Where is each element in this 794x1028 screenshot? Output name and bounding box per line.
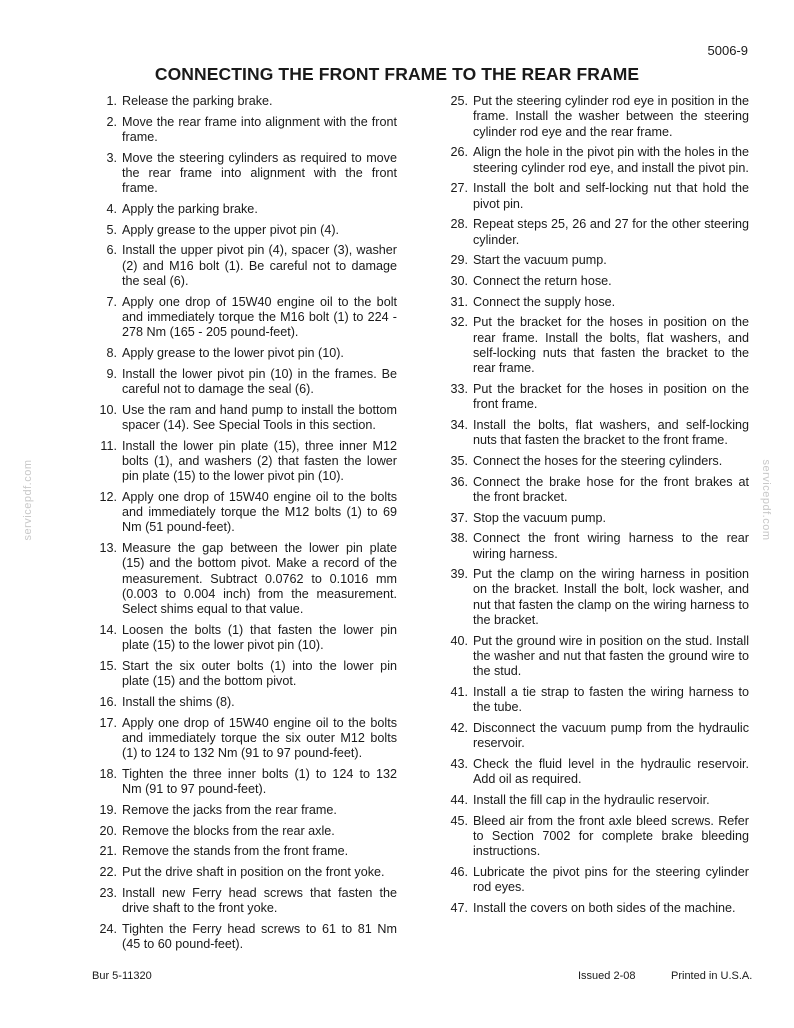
procedure-step — [443, 217, 749, 248]
step-number: 43. — [450, 757, 468, 772]
step-text: Repeat steps 25, 26 and 27 for the other steering cylinder. — [473, 217, 749, 247]
step-text: Put the clamp on the wiring harness in position on the bracket. Install the bolt, lock washer, and nut that fasten the clamp on the wiring harness to the bracket. — [473, 567, 749, 628]
step-text: Apply grease to the lower pivot pin (10). — [122, 345, 344, 360]
step-number: 41. — [450, 685, 468, 700]
step-text: Release the parking brake. — [122, 94, 273, 108]
procedure-step — [92, 844, 397, 859]
step-number: 9. — [106, 366, 117, 381]
procedure-step — [92, 115, 397, 146]
step-text: Disconnect the vacuum pump from the hydraulic reservoir. — [473, 721, 749, 751]
procedure-step — [443, 531, 749, 562]
step-text: Connect the supply hose. — [473, 294, 616, 309]
procedure-step — [92, 922, 397, 953]
procedure-step — [443, 274, 749, 289]
step-number: 44. — [450, 793, 468, 807]
step-number: 20. — [99, 823, 117, 838]
step-text: Tighten the three inner bolts (1) to 124 to 132 Nm (91 to 97 pound-feet). — [122, 766, 397, 797]
step-number: 12. — [99, 489, 117, 504]
step-text: Install the lower pivot pin (10) in the frames. Be careful not to damage the seal (6). — [122, 366, 397, 396]
step-number: 22. — [99, 864, 117, 879]
procedure-step — [92, 367, 397, 398]
procedure-step — [443, 865, 749, 896]
step-text: Lubricate the pivot pins for the steering cylinder rod eyes. — [473, 864, 749, 895]
step-text: Remove the blocks from the rear axle. — [122, 823, 335, 838]
procedure-step — [92, 223, 397, 238]
procedure-step — [443, 382, 749, 413]
procedure-step — [92, 824, 397, 839]
step-text: Stop the vacuum pump. — [473, 510, 607, 525]
procedure-step — [443, 757, 749, 788]
procedure-step — [92, 439, 397, 485]
step-number: 42. — [450, 721, 468, 736]
step-number: 25. — [450, 94, 468, 108]
footer-printed-location: Printed in U.S.A. — [671, 970, 753, 982]
step-number: 13. — [99, 541, 117, 556]
step-text: Apply one drop of 15W40 engine oil to the bolts and immediately torque the M12 bolts (1) to 69 Nm (51 pound-feet). — [122, 489, 397, 535]
procedure-step — [443, 634, 749, 680]
procedure-step — [92, 541, 397, 617]
step-text: Bleed air from the front axle bleed screws. Refer to Section 7002 for complete brake bleeding instructions. — [473, 813, 749, 859]
step-text: Put the bracket for the hoses in position on the rear frame. Install the bolts, flat washers, and self-locking nuts that fasten the bracket to the rear frame. — [473, 315, 749, 376]
step-text: Install the bolts, flat washers, and self-locking nuts that fasten the bracket to the front frame. — [473, 417, 749, 448]
watermark-left: servicepdf.com — [22, 459, 34, 541]
page-number: 5006-9 — [707, 43, 748, 58]
step-number: 5. — [106, 222, 117, 237]
procedure-step — [443, 315, 749, 376]
step-number: 2. — [106, 114, 117, 129]
procedure-step — [443, 475, 749, 506]
step-number: 3. — [106, 150, 117, 165]
step-text: Put the ground wire in position on the stud. Install the washer and nut that fasten the ground wire to the stud. — [473, 633, 749, 679]
step-number: 37. — [450, 510, 468, 525]
step-text: Move the steering cylinders as required to move the rear frame into alignment with the front frame. — [122, 150, 397, 196]
step-text: Install the covers on both sides of the machine. — [473, 900, 736, 915]
procedure-step — [443, 511, 749, 526]
step-text: Connect the front wiring harness to the rear wiring harness. — [473, 531, 749, 561]
procedure-step — [92, 94, 397, 109]
procedure-step — [92, 803, 397, 818]
procedure-step — [443, 793, 749, 808]
step-number: 24. — [99, 921, 117, 936]
step-number: 6. — [106, 243, 117, 258]
procedure-step — [92, 767, 397, 798]
step-number: 40. — [450, 633, 468, 648]
procedure-step — [92, 490, 397, 536]
step-number: 10. — [99, 402, 117, 417]
footer-issued-date: Issued 2-08 — [578, 970, 636, 982]
step-number: 15. — [99, 658, 117, 673]
step-text: Measure the gap between the lower pin plate (15) and the bottom pivot. Make a record of the measurement. Subtract 0.0762 to 0.1016 mm (0.003 to 0.004 inch) from the measurement. Select shims equal to that value. — [122, 541, 397, 617]
step-number: 17. — [99, 715, 117, 730]
step-number: 4. — [106, 201, 117, 216]
procedure-step — [443, 721, 749, 752]
procedure-step — [92, 716, 397, 762]
watermark-right: servicepdf.com — [760, 459, 772, 541]
step-number: 33. — [450, 381, 468, 396]
procedure-step — [443, 685, 749, 716]
step-text: Tighten the Ferry head screws to 61 to 81 Nm (45 to 60 pound-feet). — [122, 921, 397, 951]
procedure-step — [92, 886, 397, 917]
step-text: Remove the stands from the front frame. — [122, 844, 349, 859]
step-text: Install the bolt and self-locking nut that hold the pivot pin. — [473, 181, 749, 211]
step-text: Start the vacuum pump. — [473, 253, 607, 268]
step-text: Remove the jacks from the rear frame. — [122, 802, 337, 817]
step-text: Install a tie strap to fasten the wiring harness to the tube. — [473, 685, 749, 715]
procedure-step — [92, 659, 397, 690]
step-text: Apply one drop of 15W40 engine oil to the bolts and immediately torque the six outer M12 bolts (1) to 124 to 132 Nm (91 to 97 pound-feet). — [122, 715, 397, 761]
procedure-step — [92, 295, 397, 341]
step-text: Put the drive shaft in position on the front yoke. — [122, 864, 385, 879]
step-text: Check the fluid level in the hydraulic reservoir. Add oil as required. — [473, 757, 749, 787]
procedure-step — [443, 901, 749, 916]
step-number: 45. — [450, 813, 468, 828]
procedure-step — [443, 181, 749, 212]
page-title: CONNECTING THE FRONT FRAME TO THE REAR FRAME — [154, 64, 640, 84]
steps-column-right — [443, 94, 749, 922]
procedure-step — [443, 418, 749, 449]
step-number: 21. — [99, 844, 117, 859]
step-number: 26. — [450, 145, 468, 160]
step-number: 7. — [106, 294, 117, 309]
procedure-step — [443, 253, 749, 268]
procedure-step — [443, 454, 749, 469]
step-text: Use the ram and hand pump to install the bottom spacer (14). See Special Tools in this section. — [122, 402, 397, 432]
procedure-step — [443, 567, 749, 628]
step-text: Connect the hoses for the steering cylinders. — [473, 453, 723, 468]
step-text: Align the hole in the pivot pin with the holes in the steering cylinder rod eye, and install the pivot pin. — [473, 145, 749, 175]
step-number: 1. — [106, 94, 117, 108]
step-number: 11. — [100, 438, 117, 453]
procedure-step — [443, 94, 749, 140]
step-number: 32. — [450, 315, 468, 330]
step-number: 18. — [99, 766, 117, 781]
procedure-step — [443, 145, 749, 176]
procedure-step — [92, 151, 397, 197]
step-text: Install new Ferry head screws that fasten the drive shaft to the front yoke. — [122, 885, 397, 915]
procedure-step — [443, 295, 749, 310]
step-number: 14. — [99, 622, 117, 637]
procedure-step — [92, 695, 397, 710]
procedure-step — [92, 403, 397, 434]
step-text: Install the lower pin plate (15), three inner M12 bolts (1), and washers (2) that fasten the lower pin plate (15) to the lower pivot pin (10). — [122, 438, 397, 484]
step-text: Install the shims (8). — [122, 694, 235, 709]
step-number: 34. — [450, 417, 468, 432]
step-number: 46. — [450, 864, 468, 879]
step-number: 47. — [450, 900, 468, 915]
step-number: 38. — [450, 531, 468, 546]
step-text: Connect the brake hose for the front brakes at the front bracket. — [473, 474, 749, 504]
step-text: Put the bracket for the hoses in position on the front frame. — [473, 381, 749, 412]
step-number: 31. — [450, 294, 468, 309]
footer-doc-code: Bur 5-11320 — [92, 970, 152, 982]
procedure-step — [92, 623, 397, 654]
step-text: Start the six outer bolts (1) into the lower pin plate (15) and the bottom pivot. — [122, 658, 397, 689]
procedure-step — [92, 202, 397, 217]
steps-column-left — [92, 94, 397, 958]
step-number: 36. — [450, 474, 468, 489]
procedure-step — [443, 814, 749, 860]
step-number: 8. — [106, 345, 117, 360]
procedure-step — [92, 865, 397, 880]
step-text: Apply grease to the upper pivot pin (4). — [122, 222, 340, 237]
procedure-step — [92, 346, 397, 361]
step-number: 23. — [99, 885, 117, 900]
step-number: 35. — [450, 453, 468, 468]
step-text: Connect the return hose. — [473, 273, 612, 288]
step-text: Apply the parking brake. — [122, 201, 258, 216]
step-text: Put the steering cylinder rod eye in position in the frame. Install the washer between the steering cylinder rod eye and the rear frame. — [473, 94, 749, 139]
step-number: 19. — [99, 802, 117, 817]
step-number: 28. — [450, 217, 468, 232]
step-number: 16. — [99, 694, 117, 709]
step-text: Install the fill cap in the hydraulic reservoir. — [473, 793, 710, 807]
step-text: Apply one drop of 15W40 engine oil to the bolt and immediately torque the M16 bolt (1) to 224 - 278 Nm (165 - 205 pound-feet). — [122, 294, 397, 340]
step-number: 30. — [450, 273, 468, 288]
step-text: Move the rear frame into alignment with the front frame. — [122, 114, 397, 144]
step-text: Install the upper pivot pin (4), spacer (3), washer (2) and M16 bolt (1). Be careful not to damage the seal (6). — [122, 243, 397, 288]
step-number: 29. — [450, 253, 468, 268]
step-text: Loosen the bolts (1) that fasten the lower pin plate (15) to the lower pivot pin (10). — [122, 622, 397, 653]
procedure-step — [92, 243, 397, 289]
step-number: 27. — [450, 181, 468, 196]
step-number: 39. — [450, 567, 468, 582]
